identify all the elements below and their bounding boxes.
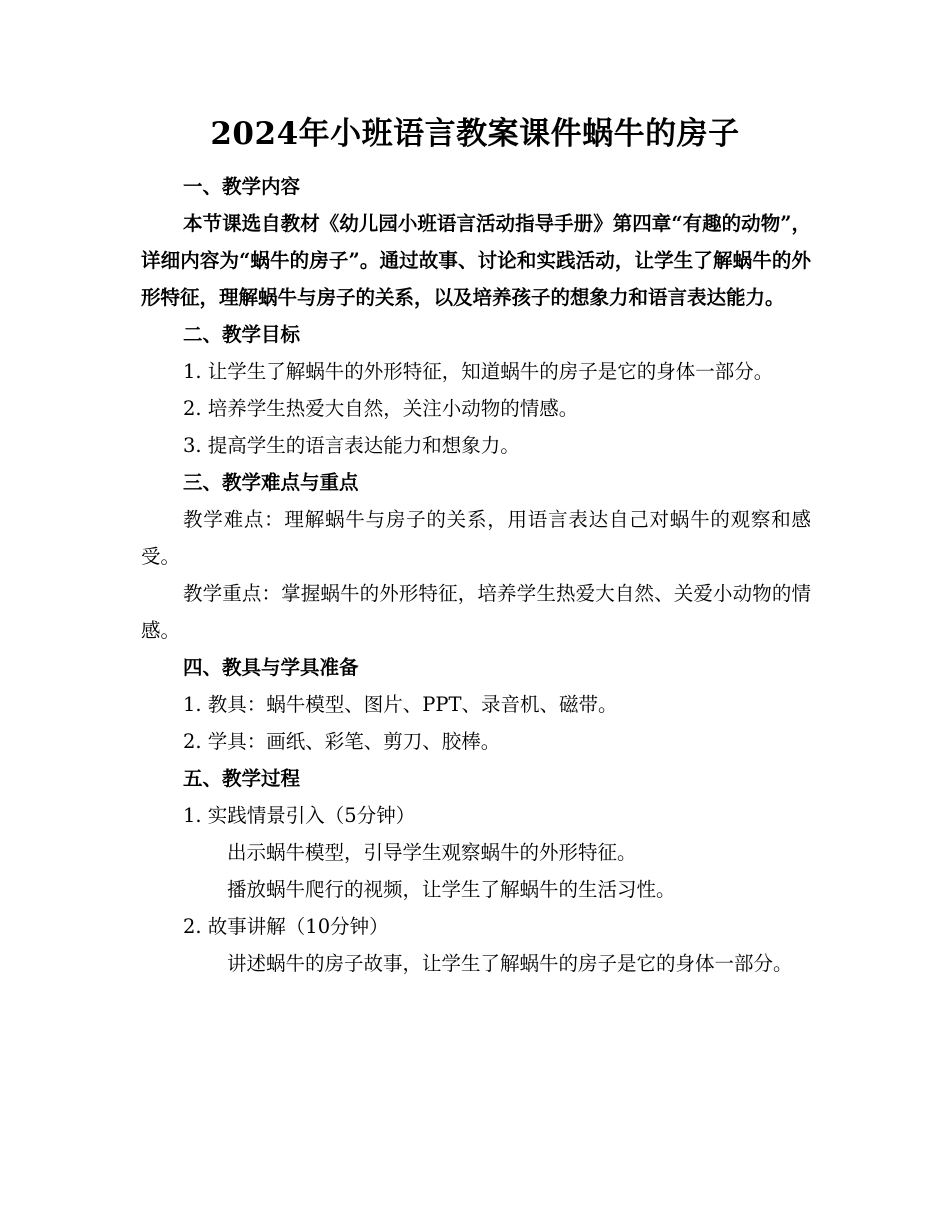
section-heading-materials: 四、教具与学具准备 xyxy=(183,656,359,679)
section-heading-process: 五、教学过程 xyxy=(183,767,301,790)
process-step-detail: 播放蜗牛爬行的视频，让学生了解蜗牛的生活习性。 xyxy=(227,878,676,901)
section-heading-objectives: 二、教学目标 xyxy=(183,323,301,346)
material-item: 1. 教具：蜗牛模型、图片、PPT、录音机、磁带。 xyxy=(183,693,618,716)
difficulty-paragraph: 教学难点：理解蜗牛与房子的关系，用语言表达自己对蜗牛的观察和感受。 xyxy=(141,508,811,568)
process-step-detail: 讲述蜗牛的房子故事，让学生了解蜗牛的房子是它的身体一部分。 xyxy=(227,952,793,975)
key-point-paragraph: 教学重点：掌握蜗牛的外形特征，培养学生热爱大自然、关爱小动物的情感。 xyxy=(141,582,811,642)
document-body xyxy=(141,168,811,982)
section-heading-difficulties: 三、教学难点与重点 xyxy=(183,471,359,494)
process-step-label: 1. 实践情景引入（5分钟） xyxy=(183,804,416,827)
section-content-paragraph: 本节课选自教材《幼儿园小班语言活动指导手册》第四章“有趣的动物”，详细内容为“蜗牛的房子”。通过故事、讨论和实践活动，让学生了解蜗牛的外形特征，理解蜗牛与房子的关系，以及培养孩子的想象力和语言表达能力。 xyxy=(141,212,811,309)
objective-item: 3. 提高学生的语言表达能力和想象力。 xyxy=(183,434,520,457)
process-step-detail: 出示蜗牛模型，引导学生观察蜗牛的外形特征。 xyxy=(227,841,637,864)
process-step-label: 2. 故事讲解（10分钟） xyxy=(183,915,389,938)
objective-item: 2. 培养学生热爱大自然，关注小动物的情感。 xyxy=(183,397,579,420)
material-item: 2. 学具：画纸、彩笔、剪刀、胶棒。 xyxy=(183,730,501,753)
section-heading-content: 一、教学内容 xyxy=(183,175,301,198)
objective-item: 1. 让学生了解蜗牛的外形特征，知道蜗牛的房子是它的身体一部分。 xyxy=(183,360,774,383)
document-title: 2024年小班语言教案课件蜗牛的房子 xyxy=(210,116,740,152)
